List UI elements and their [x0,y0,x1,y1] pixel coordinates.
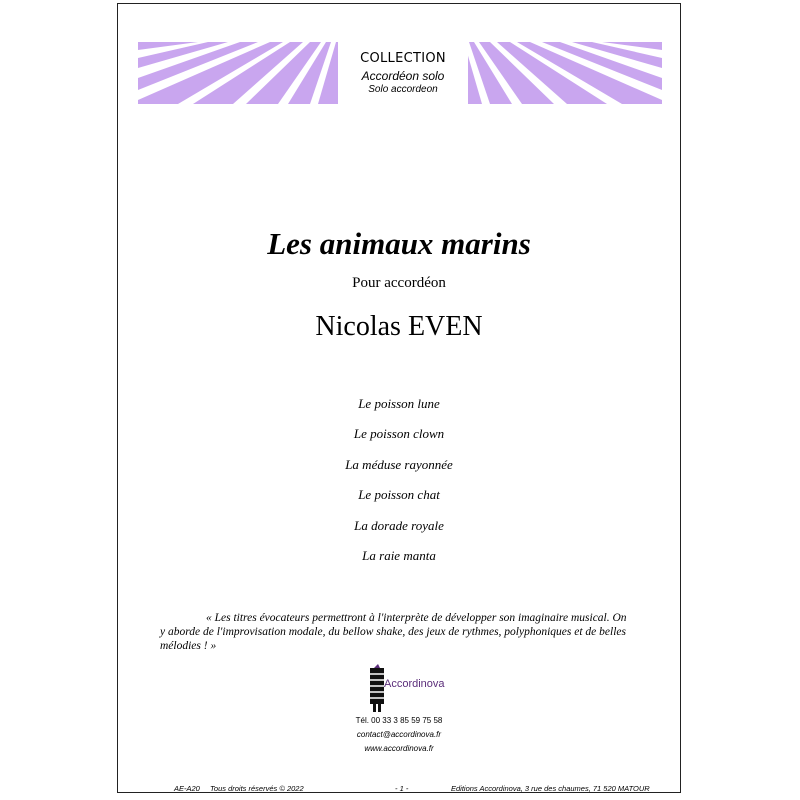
collection-name-en: Solo accordeon [368,84,438,95]
accordinova-logo [364,664,454,714]
piece-list [118,396,680,578]
contact-email[interactable]: contact@accordinova.fr [356,730,442,739]
instrumentation: Pour accordéon [352,275,446,291]
piece-title: Le poisson chat [358,487,440,503]
piece-title: La dorade royale [354,517,444,533]
contact-block [118,714,680,756]
piece-title: La raie manta [362,547,436,563]
copyright-notice: Tous droits réservés © 2022 [210,784,304,793]
phone-number: Tél. 00 33 3 85 59 75 58 [355,716,443,725]
collection-label: COLLECTION [360,51,446,66]
collection-name-fr: Accordéon solo [361,69,445,83]
piece-title: Le poisson lune [358,396,440,411]
logo-wordmark: Accordinova [384,678,445,690]
work-title: Les animaux marins [267,226,531,261]
composer-name: Nicolas EVEN [315,311,483,342]
description-quote: « Les titres évocateurs permettront à l'interprète de développer son imaginaire musical. On y aborde de l'improvisation modale, du bellow shake, des jeux de rythmes, polyphoniques et de belles mélodies ! » [160,612,627,652]
website-link[interactable]: www.accordinova.fr [364,744,434,753]
collection-banner [138,42,662,104]
collection-label-box [338,42,468,104]
score-cover-page [117,3,681,793]
piece-title: La méduse rayonnée [345,456,453,472]
piece-title: Le poisson clown [353,426,445,442]
catalog-code: AE-A20 [174,784,200,793]
publisher-address: Editions Accordinova, 3 rue des chaumes, 71 520 MATOUR [451,784,650,793]
page-number: - 1 - [395,784,409,793]
